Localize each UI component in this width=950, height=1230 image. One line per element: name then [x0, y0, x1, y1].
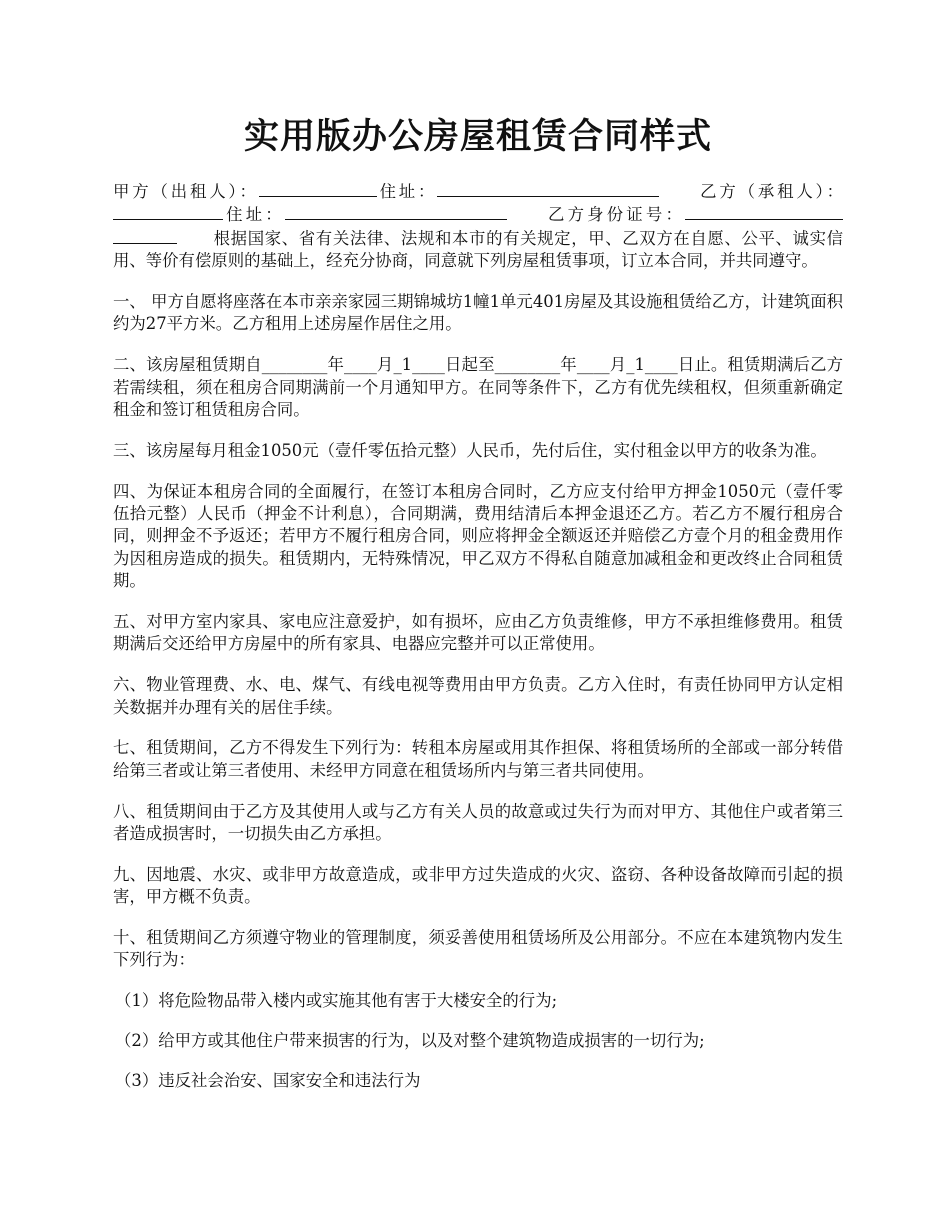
address-label-2: 住址： [223, 205, 285, 225]
sub-item-3: （3）违反社会治安、国家安全和违法行为 [115, 1071, 421, 1091]
intro-text: 根据国家、省有关法律、法规和本市的有关规定，甲、乙双方在自愿、公平、诚实信用、等价有偿原则的基础上，经充分协商，同意就下列房屋租赁事项，订立本合同，并共同遵守。 [113, 228, 843, 271]
clause-8: 八、租赁期间由于乙方及其使用人或与乙方有关人员的故意或过失行为而对甲方、其他住户或者第三者造成损害时，一切损失由乙方承担。 [113, 801, 843, 844]
address-label-1: 住址： [376, 182, 438, 201]
clause-10: 十、租赁期间乙方须遵守物业的管理制度，须妥善使用租赁场所及公用部分。不应在本建筑物内发生下列行为： [113, 928, 843, 970]
address-blank-1 [437, 180, 659, 197]
clause-1: 一、 甲方自愿将座落在本市亲亲家园三期锦城坊1幢1单元401房屋及其设施租赁给乙方，计建筑面积约为27平方米。乙方租用上述房屋作居住之用。 [113, 292, 843, 334]
clause-2: 二、该房屋租赁期自________年____月_1____日起至________年____月_1____日止。租赁期满后乙方若需续租，须在租房合同期满前一个月通知甲方。在同等条件下，乙方有优先续租权，但须重新确定租金和签订租赁租房合同。 [113, 355, 843, 420]
clause-7: 七、租赁期间，乙方不得发生下列行为：转租本房屋或用其作担保、将租赁场所的全部或一部分转借给第三者或让第三者使用、未经甲方同意在租赁场所内与第三者共同使用。 [113, 738, 843, 780]
party-b-blank [113, 203, 223, 220]
party-a-blank [259, 180, 377, 197]
id-number-label: 乙方身份证号： [544, 205, 686, 225]
sub-item-1: （1）将危险物品带入楼内或实施其他有害于大楼安全的行为; [115, 991, 558, 1011]
clause-6: 六、物业管理费、水、电、煤气、有线电视等费用由甲方负责。乙方入住时，有责任协同甲方认定相关数据并办理有关的居住手续。 [113, 675, 843, 717]
clause-9: 九、因地震、水灾、或非甲方故意造成，或非甲方过失造成的火灾、盗窃、各种设备故障而引起的损害，甲方概不负责。 [113, 864, 843, 907]
id-number-blank-cont [113, 227, 177, 244]
address-blank-2 [285, 203, 507, 220]
contract-body [113, 180, 843, 1110]
document-title: 实用版办公房屋租赁合同样式 [243, 116, 712, 157]
clause-5: 五、对甲方室内家具、家电应注意爱护，如有损坏，应由乙方负责维修，甲方不承担维修费用。租赁期满后交还给甲方房屋中的所有家具、电器应完整并可以正常使用。 [113, 612, 843, 654]
clause-4: 四、为保证本租房合同的全面履行，在签订本租房合同时，乙方应支付给甲方押金1050元（壹仟零伍拾元整）人民币（押金不计利息），合同期满，费用结清后本押金退还乙方。若乙方不履行租房合同，则押金不予返还；若甲方不履行租房合同，则应将押金全额返还并赔偿乙方壹个月的租金费用作为因租房造成的损失。租赁期内，无特殊情况，甲乙双方不得私自随意加减租金和更改终止合同租赁期。 [113, 481, 843, 591]
party-b-label: 乙方（承租人）： [697, 182, 843, 201]
id-number-blank [685, 203, 843, 220]
party-a-label: 甲方（出租人）： [113, 182, 259, 201]
sub-item-2: （2）给甲方或其他住户带来损害的行为，以及对整个建筑物造成损害的一切行为; [115, 1031, 705, 1051]
clause-3: 三、该房屋每月租金1050元（壹仟零伍拾元整）人民币，先付后住，实付租金以甲方的收条为准。 [113, 440, 827, 460]
party-info-paragraph [113, 180, 843, 273]
